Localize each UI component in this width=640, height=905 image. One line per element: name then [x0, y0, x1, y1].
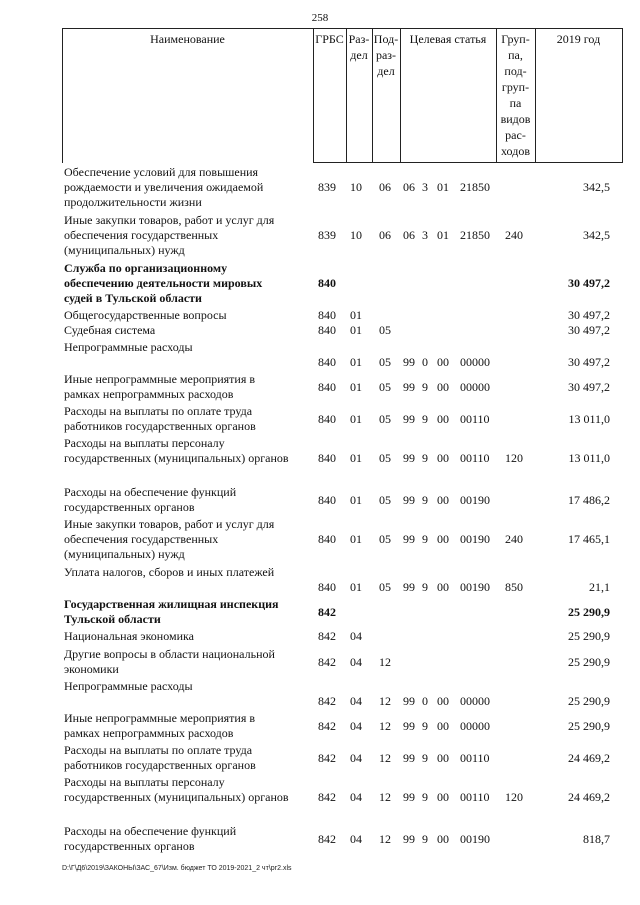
podrazdel-cell: 05: [379, 323, 391, 337]
target-code-cell: 00110: [460, 790, 490, 804]
grbs-cell: 840: [318, 451, 336, 465]
amount-cell: 30 497,2: [568, 308, 610, 322]
target-program-cell: 99: [403, 412, 415, 426]
grbs-cell: 842: [318, 790, 336, 804]
razdel-cell: 01: [350, 451, 362, 465]
row-name-line: Другие вопросы в области национальной: [64, 647, 275, 661]
grbs-cell: 840: [318, 276, 336, 290]
target-event-cell: 01: [437, 180, 449, 194]
row-name-line: (муниципальных) нужд: [64, 547, 185, 561]
row-name-line: (муниципальных) нужд: [64, 243, 185, 257]
row-name: [64, 679, 310, 694]
row-name: [64, 597, 310, 627]
razdel-cell: 04: [350, 655, 362, 669]
col-border: [622, 28, 623, 163]
target-code-cell: 00110: [460, 451, 490, 465]
row-name-line: обеспечения государственных: [64, 228, 219, 242]
amount-cell: 17 486,2: [568, 493, 610, 507]
target-event-cell: 00: [437, 719, 449, 733]
header-razdel-line: Раз-: [348, 32, 370, 46]
grbs-cell: 840: [318, 580, 336, 594]
row-name-line: Непрограммные расходы: [64, 340, 193, 354]
header-podrazdel-line: дел: [377, 64, 395, 78]
razdel-cell: 01: [350, 493, 362, 507]
row-name-line: Непрограммные расходы: [64, 679, 193, 693]
col-border: [62, 28, 63, 163]
target-subprogram-cell: 0: [422, 694, 428, 708]
target-code-cell: 21850: [460, 228, 490, 242]
row-name-line: Национальная экономика: [64, 629, 194, 643]
row-name-line: Расходы на выплаты персоналу: [64, 436, 225, 450]
grbs-cell: 842: [318, 655, 336, 669]
header-group-line: под-: [504, 64, 527, 78]
header-group-line: видов: [500, 112, 531, 126]
row-name: [64, 261, 310, 306]
podrazdel-cell: 12: [379, 790, 391, 804]
row-name-line: государственных (муниципальных) органов: [64, 451, 289, 465]
podrazdel-cell: 05: [379, 451, 391, 465]
grbs-cell: 842: [318, 629, 336, 643]
target-subprogram-cell: 9: [422, 532, 428, 546]
target-program-cell: 06: [403, 228, 415, 242]
row-name-line: экономики: [64, 662, 119, 676]
amount-cell: 342,5: [583, 228, 610, 242]
target-subprogram-cell: 9: [422, 790, 428, 804]
grbs-cell: 840: [318, 532, 336, 546]
amount-cell: 17 465,1: [568, 532, 610, 546]
razdel-cell: 01: [350, 323, 362, 337]
target-event-cell: 00: [437, 493, 449, 507]
header-group-line: Груп-: [501, 32, 530, 46]
razdel-cell: 01: [350, 355, 362, 369]
grbs-cell: 842: [318, 832, 336, 846]
target-code-cell: 00000: [460, 719, 490, 733]
razdel-cell: 01: [350, 380, 362, 394]
row-name-line: обеспечения государственных: [64, 532, 219, 546]
page-number: 258: [311, 12, 329, 24]
row-name-line: Государственная жилищная инспекция: [64, 597, 279, 611]
target-subprogram-cell: 9: [422, 412, 428, 426]
file-path-footer: D:\Г\Д6\2019\ЗАКОНЫ\ЗАС_67\Изм. бюджет ТО 2019-2021_2 чт\рг2.xls: [62, 865, 292, 872]
col-border: [313, 28, 314, 163]
grbs-cell: 840: [318, 380, 336, 394]
amount-cell: 25 290,9: [568, 605, 610, 619]
header-group-line: рас-: [505, 128, 526, 142]
header-year: 2019 год: [556, 32, 601, 46]
target-program-cell: 99: [403, 790, 415, 804]
podrazdel-cell: 05: [379, 493, 391, 507]
row-name: [64, 824, 310, 854]
amount-cell: 30 497,2: [568, 355, 610, 369]
target-subprogram-cell: 9: [422, 493, 428, 507]
target-code-cell: 00190: [460, 493, 490, 507]
col-border: [400, 28, 401, 163]
podrazdel-cell: 05: [379, 532, 391, 546]
amount-cell: 25 290,9: [568, 629, 610, 643]
expense-group-cell: 120: [505, 451, 523, 465]
podrazdel-cell: 05: [379, 580, 391, 594]
row-name-line: Общегосударственные вопросы: [64, 308, 227, 322]
target-event-cell: 00: [437, 380, 449, 394]
col-border: [535, 28, 536, 163]
row-name-line: государственных органов: [64, 839, 195, 853]
razdel-cell: 04: [350, 629, 362, 643]
target-subprogram-cell: 9: [422, 751, 428, 765]
header-razdel: [346, 31, 372, 63]
target-program-cell: 99: [403, 380, 415, 394]
podrazdel-cell: 05: [379, 412, 391, 426]
target-subprogram-cell: 9: [422, 380, 428, 394]
row-name-line: Расходы на выплаты персоналу: [64, 775, 225, 789]
target-code-cell: 00000: [460, 355, 490, 369]
target-event-cell: 01: [437, 228, 449, 242]
header-podrazdel-line: Под-: [373, 32, 399, 46]
target-code-cell: 00000: [460, 694, 490, 708]
grbs-cell: 840: [318, 412, 336, 426]
podrazdel-cell: 12: [379, 655, 391, 669]
row-name: [64, 308, 310, 323]
header-group: [496, 31, 535, 159]
header-grbs: ГРБС: [315, 32, 344, 46]
expense-group-cell: 240: [505, 228, 523, 242]
row-name-line: государственных органов: [64, 500, 195, 514]
target-event-cell: 00: [437, 532, 449, 546]
amount-cell: 25 290,9: [568, 719, 610, 733]
header-group-line: ходов: [501, 144, 530, 158]
row-name-line: судей в Тульской области: [64, 291, 202, 305]
target-event-cell: 00: [437, 694, 449, 708]
header-podrazdel: [372, 31, 400, 79]
row-name: [64, 647, 310, 677]
razdel-cell: 01: [350, 532, 362, 546]
header-group-line: груп-: [501, 80, 530, 94]
row-name-line: Уплата налогов, сборов и иных платежей: [64, 565, 275, 579]
razdel-cell: 04: [350, 751, 362, 765]
target-program-cell: 06: [403, 180, 415, 194]
amount-cell: 24 469,2: [568, 751, 610, 765]
grbs-cell: 840: [318, 323, 336, 337]
target-event-cell: 00: [437, 412, 449, 426]
amount-cell: 30 497,2: [568, 276, 610, 290]
row-name: [64, 743, 310, 773]
target-subprogram-cell: 9: [422, 451, 428, 465]
row-name: [64, 213, 310, 258]
podrazdel-cell: 12: [379, 832, 391, 846]
row-name: [64, 372, 310, 402]
expense-group-cell: 240: [505, 532, 523, 546]
razdel-cell: 10: [350, 228, 362, 242]
amount-cell: 25 290,9: [568, 655, 610, 669]
row-name-line: обеспечению деятельности мировых: [64, 276, 263, 290]
target-code-cell: 00190: [460, 580, 490, 594]
target-subprogram-cell: 9: [422, 580, 428, 594]
amount-cell: 25 290,9: [568, 694, 610, 708]
row-name-line: продолжительности жизни: [64, 195, 202, 209]
row-name-line: Иные закупки товаров, работ и услуг для: [64, 213, 275, 227]
amount-cell: 21,1: [589, 580, 610, 594]
podrazdel-cell: 05: [379, 380, 391, 394]
row-name: [64, 775, 310, 805]
row-name: [64, 517, 310, 562]
target-code-cell: 00110: [460, 412, 490, 426]
podrazdel-cell: 06: [379, 228, 391, 242]
row-name: [64, 711, 310, 741]
expense-group-cell: 120: [505, 790, 523, 804]
header-group-line: па: [509, 96, 522, 110]
grbs-cell: 842: [318, 751, 336, 765]
target-code-cell: 00190: [460, 832, 490, 846]
grbs-cell: 842: [318, 719, 336, 733]
target-subprogram-cell: 3: [422, 228, 428, 242]
target-program-cell: 99: [403, 580, 415, 594]
amount-cell: 818,7: [583, 832, 610, 846]
row-name-line: Тульской области: [64, 612, 161, 626]
row-name-line: Расходы на выплаты по оплате труда: [64, 743, 253, 757]
row-name-line: работников государственных органов: [64, 419, 256, 433]
target-program-cell: 99: [403, 532, 415, 546]
podrazdel-cell: 12: [379, 719, 391, 733]
target-event-cell: 00: [437, 580, 449, 594]
amount-cell: 13 011,0: [568, 412, 610, 426]
amount-cell: 24 469,2: [568, 790, 610, 804]
row-name-line: Расходы на выплаты по оплате труда: [64, 404, 253, 418]
row-name-line: Иные закупки товаров, работ и услуг для: [64, 517, 275, 531]
row-name-line: Иные непрограммные мероприятия в: [64, 372, 256, 386]
target-subprogram-cell: 3: [422, 180, 428, 194]
row-name-line: Обеспечение условий для повышения: [64, 165, 259, 179]
header-top-border: [62, 28, 622, 29]
target-subprogram-cell: 9: [422, 832, 428, 846]
target-event-cell: 00: [437, 355, 449, 369]
podrazdel-cell: 06: [379, 180, 391, 194]
razdel-cell: 01: [350, 308, 362, 322]
row-name-line: Судебная система: [64, 323, 156, 337]
podrazdel-cell: 05: [379, 355, 391, 369]
row-name-line: рамках непрограммных расходов: [64, 726, 234, 740]
razdel-cell: 04: [350, 832, 362, 846]
razdel-cell: 04: [350, 694, 362, 708]
amount-cell: 30 497,2: [568, 380, 610, 394]
target-program-cell: 99: [403, 451, 415, 465]
target-program-cell: 99: [403, 751, 415, 765]
row-name: [64, 629, 310, 644]
header-razdel-line: дел: [350, 48, 368, 62]
row-name-line: работников государственных органов: [64, 758, 256, 772]
target-event-cell: 00: [437, 790, 449, 804]
target-event-cell: 00: [437, 451, 449, 465]
amount-cell: 342,5: [583, 180, 610, 194]
target-event-cell: 00: [437, 751, 449, 765]
razdel-cell: 10: [350, 180, 362, 194]
grbs-cell: 839: [318, 228, 336, 242]
target-program-cell: 99: [403, 832, 415, 846]
razdel-cell: 01: [350, 412, 362, 426]
target-program-cell: 99: [403, 355, 415, 369]
grbs-cell: 842: [318, 605, 336, 619]
target-program-cell: 99: [403, 719, 415, 733]
header-podrazdel-line: раз-: [375, 48, 397, 62]
row-name: [64, 165, 310, 210]
header-target: Целевая статья: [409, 32, 487, 46]
amount-cell: 30 497,2: [568, 323, 610, 337]
target-program-cell: 99: [403, 694, 415, 708]
row-name: [64, 565, 310, 580]
header-bottom-border: [313, 162, 622, 163]
row-name-line: Служба по организационному: [64, 261, 228, 275]
target-code-cell: 00110: [460, 751, 490, 765]
header-group-line: па,: [508, 48, 523, 62]
razdel-cell: 01: [350, 580, 362, 594]
grbs-cell: 840: [318, 308, 336, 322]
row-name: [64, 323, 310, 338]
header-name: Наименование: [150, 32, 225, 46]
target-code-cell: 00000: [460, 380, 490, 394]
row-name: [64, 404, 310, 434]
grbs-cell: 840: [318, 355, 336, 369]
target-code-cell: 21850: [460, 180, 490, 194]
grbs-cell: 840: [318, 493, 336, 507]
target-event-cell: 00: [437, 832, 449, 846]
grbs-cell: 839: [318, 180, 336, 194]
razdel-cell: 04: [350, 790, 362, 804]
row-name: [64, 436, 310, 466]
target-code-cell: 00190: [460, 532, 490, 546]
row-name-line: Расходы на обеспечение функций: [64, 824, 237, 838]
row-name-line: рождаемости и увеличения ожидаемой: [64, 180, 264, 194]
row-name-line: Расходы на обеспечение функций: [64, 485, 237, 499]
podrazdel-cell: 12: [379, 751, 391, 765]
row-name: [64, 485, 310, 515]
razdel-cell: 04: [350, 719, 362, 733]
expense-group-cell: 850: [505, 580, 523, 594]
target-program-cell: 99: [403, 493, 415, 507]
amount-cell: 13 011,0: [568, 451, 610, 465]
row-name-line: Иные непрограммные мероприятия в: [64, 711, 256, 725]
row-name-line: рамках непрограммных расходов: [64, 387, 234, 401]
target-subprogram-cell: 0: [422, 355, 428, 369]
row-name-line: государственных (муниципальных) органов: [64, 790, 289, 804]
row-name: [64, 340, 310, 355]
target-subprogram-cell: 9: [422, 719, 428, 733]
podrazdel-cell: 12: [379, 694, 391, 708]
grbs-cell: 842: [318, 694, 336, 708]
